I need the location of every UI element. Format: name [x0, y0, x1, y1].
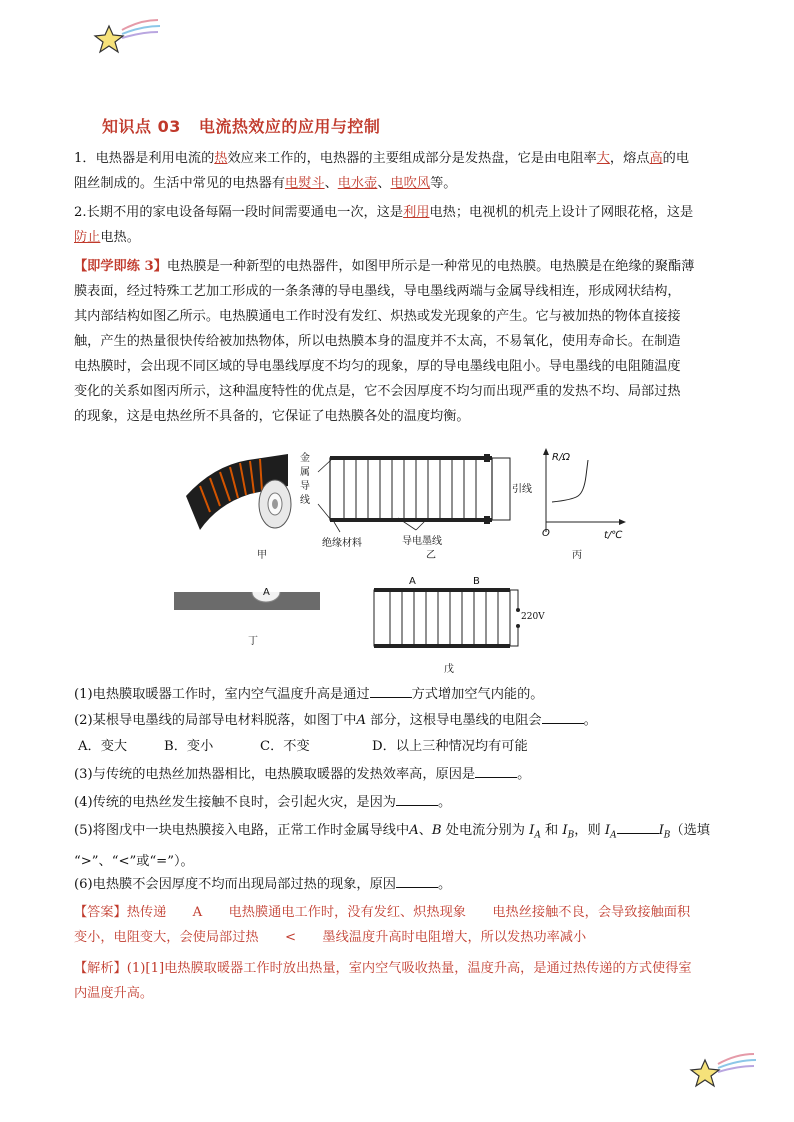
p1-text-a: 1．电热器是利用电流的 — [74, 151, 215, 166]
q5-text-e: “>”、“<”或“=”）。 — [74, 853, 194, 869]
q5-current-ia-2: I — [604, 823, 611, 838]
axis-origin: O — [542, 528, 550, 539]
answer-line: 热传递 A 电热膜通电工作时，没有发红、炽热现象 电热丝接触不良，会导致接触面积 — [126, 905, 691, 920]
figure-label-wu: 戊 — [444, 664, 454, 675]
q4-text-b: 。 — [438, 795, 452, 810]
exercise-line: 膜表面，经过特殊工艺加工形成的一条条薄的导电墨线，导电墨线两端与金属导线相连，形成网状结构， — [74, 284, 681, 299]
p1-answer-dryer: 电吹风 — [390, 176, 431, 191]
p1-answer-iron: 电熨斗 — [285, 176, 325, 191]
question-2 — [74, 708, 724, 734]
p2-text-b: 电热；电视机的机壳上设计了网眼花格，这是 — [429, 205, 694, 220]
q5-current-ia: I — [529, 823, 535, 838]
section-number: 知识点 03 — [102, 117, 181, 136]
exercise-line: 其内部结构如图乙所示。电热膜通电工作时没有发红、炽热或发光现象的产生。它与被加热的物体直接接 — [74, 309, 681, 324]
knowledge-paragraph-2 — [74, 200, 724, 250]
exercise-tag: 【即学即练 3】 — [74, 259, 167, 274]
q5-text-d: （选填 — [670, 823, 710, 838]
p1-text-d: 的电 — [662, 151, 690, 166]
p1-text-h: 等。 — [430, 176, 457, 191]
q3-text-a: (3)与传统的电热丝加热器相比，电热膜取暖器的发热效率高，原因是 — [74, 767, 476, 782]
label-metal-wire-char: 导 — [300, 481, 310, 492]
question-2-options — [78, 734, 728, 760]
question-3 — [74, 762, 724, 788]
p1-sep-1: 、 — [324, 176, 338, 191]
label-metal-wire-char: 属 — [300, 467, 310, 478]
label-metal-wire-char: 金 — [300, 453, 310, 464]
section-title-text: 电流热效应的应用与控制 — [198, 117, 381, 136]
option-c: C．不变 — [260, 739, 310, 754]
label-voltage: 220V — [521, 612, 545, 622]
p1-text-c: ，熔点 — [609, 151, 650, 166]
exercise-line: 的现象，这是电热丝所不具备的，它保证了电热膜各处的温度均衡。 — [74, 409, 470, 424]
figure-label-jia: 甲 — [257, 550, 267, 561]
p1-text-e: 阻丝制成的。生活中常见的电热器有 — [74, 176, 285, 191]
question-6 — [74, 872, 724, 898]
p1-answer-kettle: 电水壶 — [337, 176, 378, 191]
figure-label-bing: 丙 — [572, 550, 582, 561]
label-ink-line: 导电墨线 — [402, 536, 442, 547]
star-decoration-top-icon — [92, 16, 164, 58]
exercise-line: 电热膜是一种新型的电热器件，如图甲所示是一种常见的电热膜。电热膜是在绝缘的聚酯薄 — [166, 259, 695, 274]
q3-text-b: 。 — [517, 767, 531, 782]
q6-blank — [396, 875, 438, 888]
figure-yi-structure — [298, 446, 528, 542]
q5-sep: 、 — [418, 823, 432, 838]
q2-italic-a: A — [356, 713, 366, 728]
option-a: A．变大 — [78, 739, 128, 754]
q5-text-a: (5)将图戊中一块电热膜接入电路，正常工作时金属导线中 — [74, 823, 410, 838]
q1-text-a: (1)电热膜取暖器工作时，室内空气温度升高是通过 — [74, 687, 370, 702]
p2-text-a: 2.长期不用的家电设备每隔一段时间需要通电一次，这是 — [74, 205, 404, 220]
q5-sub-a-2: A — [610, 830, 617, 841]
q5-point-b: B — [431, 823, 442, 838]
label-point-a-ding: A — [263, 587, 270, 598]
q2-text-c: 。 — [583, 713, 597, 728]
q1-text-b: 方式增加空气内能的。 — [411, 687, 544, 702]
knowledge-paragraph-1 — [74, 146, 724, 196]
analysis-tag: 【解析】 — [74, 961, 127, 976]
label-point-b-wu: B — [473, 576, 480, 587]
q5-text-c: ，则 — [574, 823, 605, 838]
p1-answer-heat: 热 — [214, 151, 228, 166]
q5-current-ib-2: I — [658, 823, 664, 838]
p2-text-c: 电热。 — [100, 230, 140, 245]
label-point-a-wu: A — [409, 576, 416, 587]
section-title — [102, 114, 380, 137]
figure-label-ding: 丁 — [248, 636, 258, 647]
exercise-passage — [74, 254, 724, 429]
p1-answer-high: 高 — [649, 151, 663, 166]
star-decoration-bottom-icon — [688, 1050, 760, 1092]
q2-text-b: 部分，这根导电墨线的电阻会 — [365, 713, 542, 728]
q5-current-ib: I — [562, 823, 568, 838]
figure-ding-strip — [174, 584, 322, 618]
question-4 — [74, 790, 724, 816]
q4-text-a: (4)传统的电热丝发生接触不良时，会引起火灾，是因为 — [74, 795, 396, 810]
q6-text-b: 。 — [438, 877, 452, 892]
exercise-line: 触，产生的热量很快传给被加热物体，所以电热膜本身的温度并不太高，不易氧化，使用寿命长。在制造 — [74, 334, 681, 349]
q5-blank — [617, 821, 659, 834]
answer-line: 变小，电阻变大，会使局部过热 < 墨线温度升高时电阻增大，所以发热功率减小 — [74, 930, 587, 945]
q3-blank — [475, 765, 517, 778]
answer-tag: 【答案】 — [74, 905, 127, 920]
figure-jia-film-roll — [178, 446, 298, 540]
p2-answer-prevent: 防止 — [74, 230, 101, 245]
p1-text-b: 效应来工作的，电热器的主要组成部分是发热盘，它是由电阻率 — [227, 151, 597, 166]
answer-block — [74, 900, 724, 950]
axis-label-t: t/℃ — [604, 530, 623, 541]
q5-point-a: A — [409, 823, 419, 838]
option-d: D．以上三种情况均有可能 — [372, 739, 528, 754]
axis-label-r: R/Ω — [552, 452, 570, 463]
analysis-line: 内温度升高。 — [74, 986, 154, 1001]
p1-sep-2: 、 — [377, 176, 391, 191]
exercise-line: 变化的关系如图丙所示，这种温度特性的优点是，它不会因厚度不均匀而出现严重的发热不均、局部过热 — [74, 384, 681, 399]
q5-sub-b-2: B — [663, 830, 671, 841]
analysis-block — [74, 956, 724, 1006]
option-b: B．变小 — [164, 739, 214, 754]
q4-blank — [396, 793, 438, 806]
label-metal-wire — [300, 452, 310, 508]
question-5 — [74, 818, 724, 875]
label-insulation: 绝缘材料 — [322, 538, 362, 549]
figure-wu-circuit — [370, 584, 530, 658]
q5-sub-a: A — [534, 830, 541, 841]
p2-answer-use: 利用 — [403, 205, 430, 220]
analysis-line: (1)[1]电热膜取暖器工作时放出热量，室内空气吸收热量，温度升高，是通过热传递的方式使得室 — [126, 961, 692, 976]
q5-and: 和 — [540, 823, 563, 838]
question-1 — [74, 682, 724, 708]
q2-text-a: (2)某根导电墨线的局部导电材料脱落，如图丁中 — [74, 713, 357, 728]
q2-blank — [542, 711, 584, 724]
q5-sub-b: B — [567, 830, 575, 841]
label-lead-wire: 引线 — [512, 484, 532, 495]
q6-text-a: (6)电热膜不会因厚度不均而出现局部过热的现象，原因 — [74, 877, 396, 892]
q1-blank — [370, 685, 412, 698]
figure-label-yi: 乙 — [426, 550, 436, 561]
exercise-line: 电热膜时，会出现不同区域的导电墨线厚度不均匀的现象，厚的导电墨线电阻小。导电墨线的电阻随温度 — [74, 359, 681, 374]
label-metal-wire-char: 线 — [300, 495, 310, 506]
p1-answer-large: 大 — [596, 151, 610, 166]
q5-text-b: 处电流分别为 — [441, 823, 530, 838]
